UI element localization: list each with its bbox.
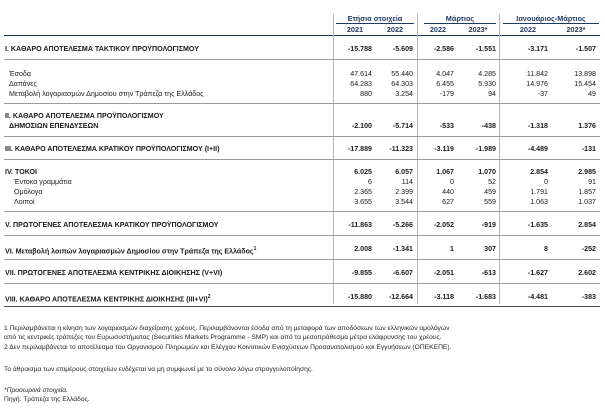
cell-value: 559 [484, 198, 496, 206]
cell-value: -3.118 [434, 293, 454, 301]
header-group-march: Μάρτιος [445, 14, 475, 23]
header-year: 2022 [386, 25, 404, 34]
row-label-continued: ΔΗΜΟΣΙΩΝ ΕΠΕΝΔΥΣΕΩΝ [9, 122, 99, 130]
header-rule [4, 35, 600, 36]
row-label: Ομόλογα [14, 188, 43, 196]
row-label: III. ΚΑΘΑΡΟ ΑΠΟΤΕΛΕΣΜΑ ΚΡΑΤΙΚΟΥ ΠΡΟΫΠΟΛΟΓΙΣΜΟΥ (I+II) [5, 145, 220, 153]
cell-value: 627 [442, 198, 454, 206]
cell-value: 880 [360, 90, 372, 98]
header-group-annual: Ετήσια στοιχεία [347, 14, 403, 23]
cell-value: 1.376 [578, 122, 596, 130]
row-rule [4, 211, 600, 212]
header-group-underline-march [424, 23, 496, 24]
cell-value: -131 [581, 145, 596, 153]
cell-value: 52 [488, 178, 496, 186]
cell-value: -5.714 [392, 122, 413, 130]
row-rule [4, 103, 600, 104]
cell-value: -5.266 [392, 221, 413, 229]
row-label: V. ΠΡΩΤΟΓΕΝΕΣ ΑΠΟΤΕΛΕΣΜΑ ΚΡΑΤΙΚΟΥ ΠΡΟΫΠΟΛΟΓΙΣΜΟΥ [5, 221, 219, 229]
table-row [0, 221, 605, 231]
footnote-1: 1 Περιλαμβάνεται η κίνηση των λογαριασμών διαχείρισης χρέους. Περιλαμβάνονται έσοδα από τη μεταφορά των αποδόσεων των ελληνικών ομολόγων [4, 325, 450, 332]
cell-value: 47.614 [350, 70, 372, 78]
cell-value: -1.507 [575, 45, 596, 53]
row-label-text: VI. Μεταβολή λοιπών λογαριασμών Δημοσίου στην Τράπεζα της Ελλάδος [5, 247, 254, 256]
cell-value: 1 [450, 245, 454, 253]
row-label: Λοιποί [14, 198, 35, 206]
cell-value: -2.100 [351, 122, 372, 130]
row-label: VII. ΠΡΩΤΟΓΕΝΕΣ ΑΠΟΤΕΛΕΣΜΑ ΚΕΝΤΡΙΚΗΣ ΔΙΟΙΚΗΣΗΣ (V+VI) [5, 269, 223, 277]
cell-value: 6.025 [354, 168, 372, 176]
footnote-1-continued: από τις κεντρικές τράπεζες του Ευρωσυστήματος (Securities Markets Programme - SMP) και από τα μεσοπρόθεσμα μέτρα ελάφρυνσης του χρέους. [4, 334, 442, 341]
cell-value: 3.655 [354, 198, 372, 206]
table-row [0, 178, 605, 188]
cell-value: -1.989 [475, 145, 496, 153]
header-group-underline-jan-march [503, 23, 599, 24]
cell-value: 94 [488, 90, 496, 98]
header-year: 2023* [468, 25, 488, 34]
table-row [0, 245, 605, 255]
cell-value: 5.930 [478, 80, 496, 88]
cell-value: 2.854 [578, 221, 596, 229]
row-label: Μεταβολή λογαριασμών Δημοσίου στην Τράπεζα της Ελλάδος [9, 90, 204, 98]
cell-value: -438 [481, 122, 496, 130]
row-label: Έντοκα γραμμάτια [14, 178, 72, 186]
header-year: 2022 [519, 25, 537, 34]
cell-value: 6.455 [436, 80, 454, 88]
cell-value: 14.976 [526, 80, 548, 88]
header-year: 2022 [429, 25, 447, 34]
row-label: Έσοδα [9, 70, 31, 78]
cell-value: 6 [368, 178, 372, 186]
header-group-jan-march: Ιανουάριος-Μάρτιος [516, 14, 586, 23]
cell-value: 440 [442, 188, 454, 196]
table-row [0, 269, 605, 279]
cell-value: 64.303 [391, 80, 413, 88]
cell-value: -1.341 [392, 245, 413, 253]
footnote-marker: 1 [253, 246, 257, 252]
row-rule [4, 235, 600, 236]
cell-value: 1.857 [578, 188, 596, 196]
cell-value: 6.057 [395, 168, 413, 176]
cell-value: 2.008 [354, 245, 372, 253]
cell-value: -613 [481, 269, 496, 277]
cell-value: 459 [484, 188, 496, 196]
cell-value: -12.664 [388, 293, 413, 301]
source-note: Πηγή: Τράπεζα της Ελλάδος. [4, 396, 90, 403]
row-label: IV. ΤΟΚΟΙ [5, 168, 38, 176]
cell-value: -2.052 [433, 221, 454, 229]
row-rule [4, 159, 600, 160]
row-label [5, 293, 211, 304]
cell-value: -3.171 [527, 45, 548, 53]
cell-value: -383 [581, 293, 596, 301]
cell-value: -17.889 [347, 145, 372, 153]
cell-value: 13.898 [574, 70, 596, 78]
cell-value: 1.070 [478, 168, 496, 176]
cell-value: 1.791 [530, 188, 548, 196]
row-rule [4, 59, 600, 60]
table-row [0, 198, 605, 208]
cell-value: -1.627 [527, 269, 548, 277]
cell-value: 55.440 [391, 70, 413, 78]
cell-value: -11.323 [389, 145, 413, 153]
table-row [0, 168, 605, 178]
cell-value: -11.863 [348, 221, 372, 229]
cell-value: 2.399 [395, 188, 413, 196]
cell-value: 2.365 [354, 188, 372, 196]
cell-value: -9.855 [351, 269, 372, 277]
cell-value: -919 [481, 221, 496, 229]
cell-value: 3.254 [395, 90, 413, 98]
header-year: 2021 [346, 25, 364, 34]
cell-value: -533 [439, 122, 454, 130]
footnote-marker: 2 [207, 294, 211, 300]
cell-value: -179 [439, 90, 454, 98]
cell-value: 307 [484, 245, 496, 253]
row-label: Δαπάνες [9, 80, 37, 88]
cell-value: 1.067 [436, 168, 454, 176]
cell-value: -2.051 [433, 269, 454, 277]
cell-value: 2.602 [578, 269, 596, 277]
cell-value: -1.683 [475, 293, 496, 301]
cell-value: 1.037 [578, 198, 596, 206]
table-row [0, 90, 605, 100]
row-label: I. ΚΑΘΑΡΟ ΑΠΟΤΕΛΕΣΜΑ ΤΑΚΤΙΚΟΥ ΠΡΟΫΠΟΛΟΓΙΣΜΟΥ [5, 45, 199, 53]
cell-value: -2.586 [433, 45, 454, 53]
table-row [0, 188, 605, 198]
cell-value: -4.481 [527, 293, 548, 301]
cell-value: 2.854 [530, 168, 548, 176]
cell-value: -15.880 [347, 293, 372, 301]
row-rule [4, 259, 600, 260]
rounding-note: Το άθροισμα των επιμέρους στοιχείων ενδέχεται να μη συμφωνεί με το σύνολο λόγω στρογγυλοποίησης. [4, 366, 313, 373]
table-bottom-rule [4, 306, 600, 307]
cell-value: 114 [401, 178, 413, 186]
row-label: II. ΚΑΘΑΡΟ ΑΠΟΤΕΛΕΣΜΑ ΠΡΟΫΠΟΛΟΓΙΣΜΟΥ [5, 112, 164, 120]
footnote-2: 2 Δεν περιλαμβάνεται το αποτέλεσμα του Οργανισμού Πληρωμών και Ελέγχου Κοινοτικών Ενισχύσεων Προσανατολισμού και Εγγυήσεων (ΟΠΕΚΕΠΕ). [4, 344, 452, 351]
cell-value: -4.489 [527, 145, 548, 153]
row-rule [4, 136, 600, 137]
cell-value: -1.318 [527, 122, 548, 130]
table-row [0, 122, 605, 132]
cell-value: 4.047 [436, 70, 454, 78]
row-label [5, 245, 256, 256]
cell-value: -3.119 [434, 145, 454, 153]
cell-value: 0 [544, 178, 548, 186]
cell-value: -6.607 [392, 269, 413, 277]
cell-value: 2.985 [578, 168, 596, 176]
table-row [0, 293, 605, 303]
cell-value: 49 [588, 90, 596, 98]
table-row [0, 145, 605, 155]
cell-value: -5.609 [392, 45, 413, 53]
cell-value: 64.283 [350, 80, 372, 88]
cell-value: -37 [537, 90, 548, 98]
provisional-note: *Προσωρινά στοιχεία. [4, 387, 68, 394]
cell-value: -252 [581, 245, 596, 253]
cell-value: -1.551 [475, 45, 496, 53]
table-row [0, 45, 605, 55]
cell-value: -1.635 [527, 221, 548, 229]
cell-value: 4.285 [478, 70, 496, 78]
cell-value: 0 [450, 178, 454, 186]
header-group-underline-annual [336, 23, 414, 24]
row-rule [4, 283, 600, 284]
cell-value: 11.842 [526, 70, 548, 78]
table-row [0, 80, 605, 90]
cell-value: 91 [588, 178, 596, 186]
cell-value: 1.063 [530, 198, 548, 206]
cell-value: 3.544 [395, 198, 413, 206]
header-year: 2023* [566, 25, 586, 34]
cell-value: -15.788 [347, 45, 372, 53]
cell-value: 8 [544, 245, 548, 253]
table-row [0, 112, 605, 122]
row-label-text: VIII. ΚΑΘΑΡΟ ΑΠΟΤΕΛΕΣΜΑ ΚΕΝΤΡΙΚΗΣ ΔΙΟΙΚΗΣΗΣ (III+VI) [5, 295, 208, 304]
table-row [0, 70, 605, 80]
cell-value: 15.454 [574, 80, 596, 88]
